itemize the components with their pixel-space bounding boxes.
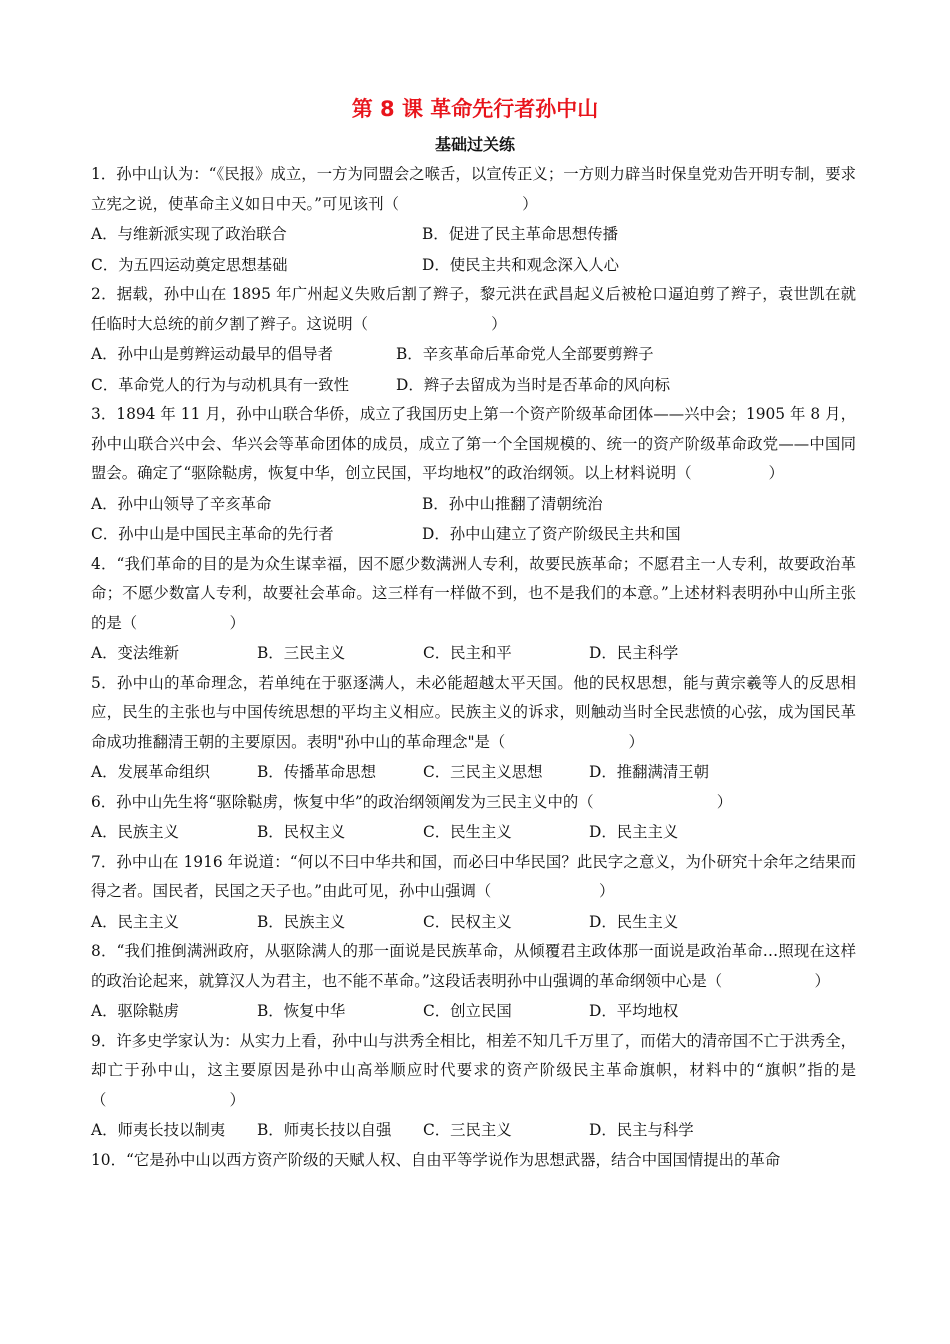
option-c: C．创立民国	[423, 1002, 512, 1020]
option-row	[91, 1115, 856, 1146]
option-d: D．民主科学	[589, 644, 679, 662]
question-list	[91, 160, 856, 1175]
option-row	[91, 250, 856, 281]
option-a: A．孙中山领导了辛亥革命	[91, 494, 272, 513]
option-c: C．为五四运动奠定思想基础	[91, 255, 288, 274]
option-b: B．辛亥革命后革命党人全部要剪辫子	[396, 345, 654, 363]
question-5	[91, 669, 856, 788]
option-c: C．孙中山是中国民主革命的先行者	[91, 525, 334, 543]
question-2	[91, 280, 856, 400]
option-b: B．师夷长技以自强	[257, 1121, 392, 1139]
question-3	[91, 400, 856, 550]
option-row	[91, 996, 856, 1027]
question-stem: 7．孙中山在 1916 年说道：“何以不曰中华共和国，而必曰中华民国？此民字之意义，为仆研究十余年之结果而得之者。国民者，民国之天子也。”由此可见，孙中山强调（ ）	[91, 852, 856, 900]
page-title: 第 8 课 革命先行者孙中山	[351, 97, 599, 121]
option-row	[91, 757, 856, 788]
option-b: B．孙中山推翻了清朝统治	[422, 494, 603, 513]
option-c: C．三民主义思想	[423, 763, 543, 781]
question-7	[91, 848, 856, 938]
question-9	[91, 1027, 856, 1146]
option-a: A．民主主义	[91, 912, 180, 931]
option-c: C．三民主义	[423, 1121, 512, 1139]
option-c: C．民主和平	[423, 644, 512, 662]
question-10	[91, 1146, 856, 1176]
option-c: C．革命党人的行为与动机具有一致性	[91, 375, 350, 394]
option-b: B．促进了民主革命思想传播	[422, 225, 618, 243]
option-row	[91, 219, 856, 250]
question-1	[91, 160, 856, 280]
question-4	[91, 550, 856, 669]
section-subtitle: 基础过关练	[434, 135, 515, 154]
question-stem: 10．“它是孙中山以西方资产阶级的天赋人权、自由平等学说作为思想武器，结合中国国情提出的革命	[91, 1150, 781, 1169]
option-a: A．师夷长技以制夷	[91, 1121, 226, 1139]
question-8	[91, 937, 856, 1027]
option-b: B．恢复中华	[257, 1002, 346, 1020]
option-d: D．平均地权	[589, 1002, 679, 1020]
option-a: A．孙中山是剪辫运动最早的倡导者	[91, 345, 333, 363]
option-c: C．民生主义	[423, 823, 512, 841]
question-stem: 9．许多史学家认为：从实力上看，孙中山与洪秀全相比，相差不知几千万里了，而偌大的清帝国不亡于洪秀全，却亡于孙中山，这主要原因是孙中山高举顺应时代要求的资产阶级民主革命旗帜，材料中的“旗帜”指的是（ ）	[91, 1031, 856, 1109]
option-d: D．民主主义	[589, 823, 679, 841]
option-c: C．民权主义	[423, 912, 512, 931]
option-row	[91, 370, 856, 401]
option-b: B．民族主义	[257, 912, 346, 931]
option-a: A．变法维新	[91, 644, 180, 662]
question-stem: 6．孙中山先生将“驱除鞑虏，恢复中华”的政治纲领阐发为三民主义中的（ ）	[91, 792, 733, 811]
option-row	[91, 489, 856, 520]
option-row	[91, 907, 856, 938]
question-stem: 2．据载，孙中山在 1895 年广州起义失败后割了辫子，黎元洪在武昌起义后被枪口逼迫剪了辫子，袁世凯在就任临时大总统的前夕割了辫子。这说明（ ）	[91, 285, 856, 333]
question-stem: 1．孙中山认为：“《民报》成立，一方为同盟会之喉舌，以宣传正义；一方则力辟当时保皇党劝告开明专制，要求立宪之说，使革命主义如日中天。”可见该刊（ ）	[91, 165, 856, 213]
option-a: A．驱除鞑虏	[91, 1002, 180, 1020]
option-d: D．推翻满清王朝	[589, 763, 710, 781]
option-a: A．民族主义	[91, 823, 180, 841]
option-b: B．三民主义	[257, 644, 346, 662]
option-row	[91, 638, 856, 669]
option-b: B．传播革命思想	[257, 763, 377, 781]
option-d: D．辫子去留成为当时是否革命的风向标	[396, 375, 670, 394]
option-a: A．与维新派实现了政治联合	[91, 225, 287, 243]
option-d: D．民主与科学	[589, 1121, 694, 1139]
option-row	[91, 339, 856, 370]
option-d: D．孙中山建立了资产阶级民主共和国	[422, 525, 681, 543]
option-row	[91, 519, 856, 550]
question-stem: 5．孙中山的革命理念，若单纯在于驱逐满人，未必能超越太平天国。他的民权思想，能与黄宗羲等人的反思相应，民生的主张也与中国传统思想的平均主义相应。民族主义的诉求，则触动当时全民悲愤的心弦，成为国民革命成功推翻清王朝的主要原因。表明"孙中山的革命理念"是（ ）	[91, 673, 856, 751]
option-d: D．使民主共和观念深入人心	[422, 255, 620, 274]
option-b: B．民权主义	[257, 823, 346, 841]
option-a: A．发展革命组织	[91, 763, 210, 781]
option-row	[91, 817, 856, 848]
question-6	[91, 788, 856, 848]
question-stem: 4．“我们革命的目的是为众生谋幸福，因不愿少数满洲人专利，故要民族革命；不愿君主一人专利，故要政治革命；不愿少数富人专利，故要社会革命。这三样有一样做不到，也不是我们的本意。”上述材料表明孙中山所主张的是（ ）	[91, 554, 856, 632]
question-stem: 8．“我们推倒满洲政府，从驱除满人的那一面说是民族革命，从倾覆君主政体那一面说是政治革命…照现在这样的政治论起来，就算汉人为君主，也不能不革命。”这段话表明孙中山强调的革命纲领中心是（ ）	[91, 942, 856, 990]
question-stem: 3．1894 年 11 月，孙中山联合华侨，成立了我国历史上第一个资产阶级革命团体——兴中会；1905 年 8 月，孙中山联合兴中会、华兴会等革命团体的成员，成立了第一个全国规模的、统一的资产阶级革命政党——中国同盟会。确定了“驱除鞑虏，恢复中华，创立民国，平均地权”的政治纲领。以上材料说明（ ）	[91, 405, 856, 482]
option-d: D．民生主义	[589, 912, 679, 931]
